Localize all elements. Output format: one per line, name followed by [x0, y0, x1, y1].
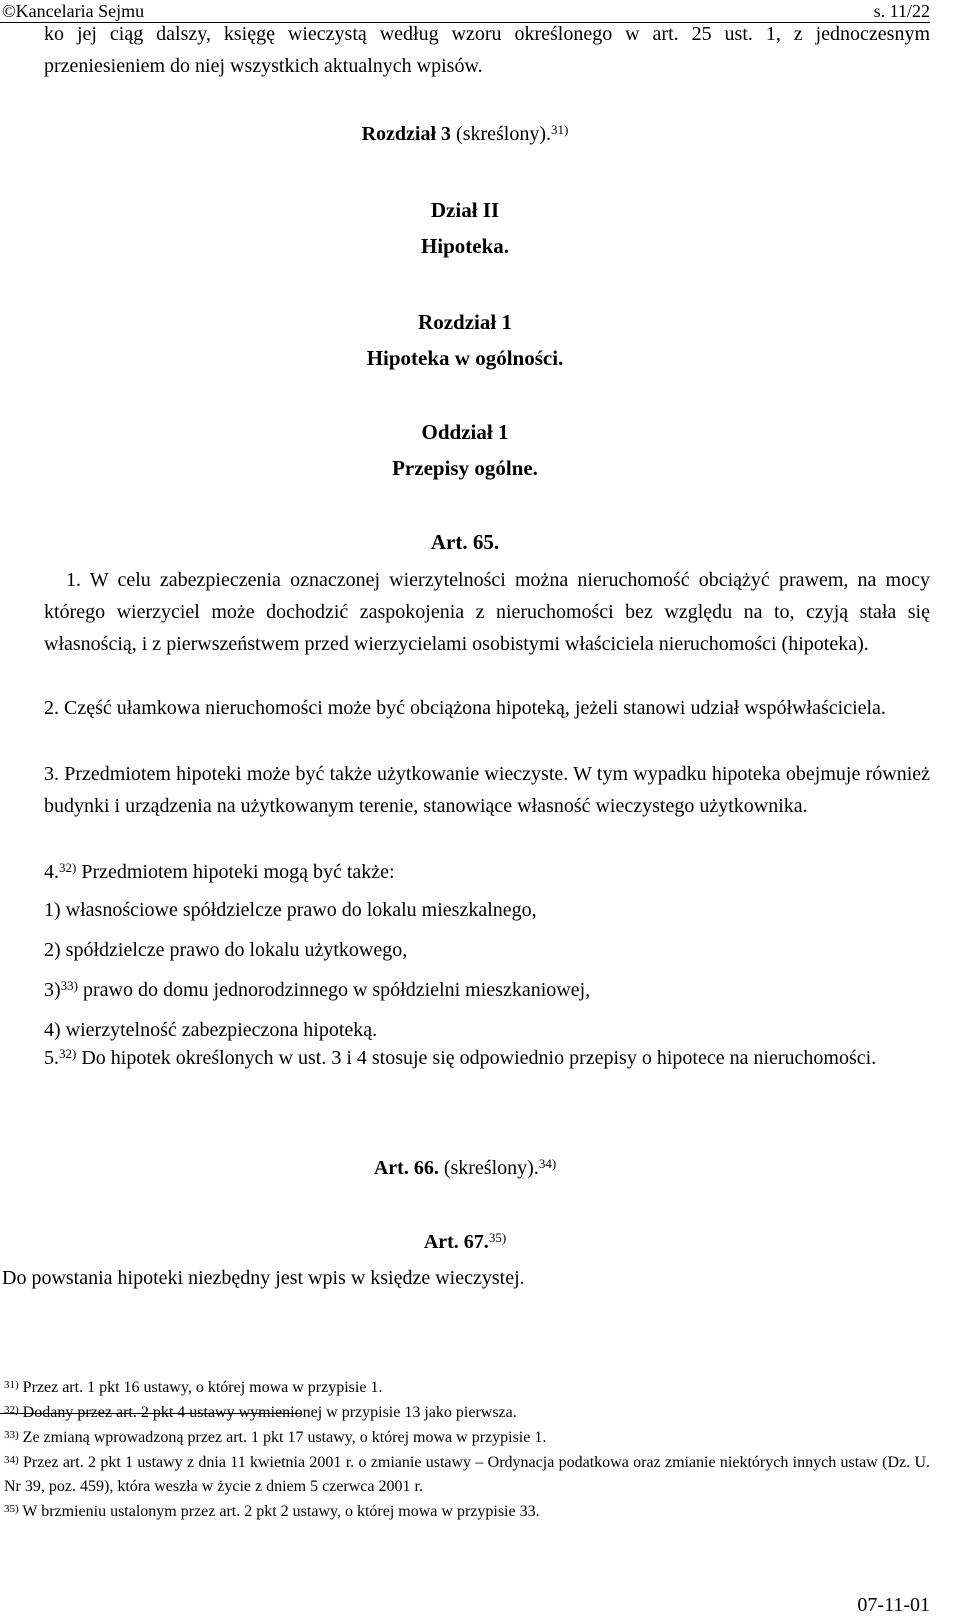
footnote-32 — [4, 1401, 930, 1425]
list-item-text: własnościowe spółdzielcze prawo do lokalu mieszkalnego, — [60, 899, 537, 921]
oddzial-heading: Oddział 1 — [421, 420, 509, 444]
rozdzial-3-heading — [0, 118, 930, 150]
list-item-text: prawo do domu jednorodzinnego w spółdzielni mieszkaniowej, — [78, 979, 591, 1001]
paragraph-number: 5. — [44, 1047, 59, 1069]
art-67-title: Art. 67. — [423, 1231, 489, 1253]
art-67-heading — [0, 1226, 930, 1258]
list-item-label: 3) — [44, 979, 61, 1001]
footnote-number: 33) — [4, 1429, 19, 1441]
paragraph-text: Do hipotek określonych w ust. 3 i 4 stosuje się odpowiednio przepisy o hipotece na nieruchomości. — [76, 1047, 877, 1069]
header-page-number: s. 11/22 — [873, 1, 930, 21]
footnote-33 — [4, 1426, 930, 1450]
art-65-paragraph-4 — [44, 856, 930, 888]
footnote-34 — [4, 1451, 930, 1499]
paragraph-text: Przedmiotem hipoteki mogą być także: — [76, 861, 395, 883]
art-66-title: Art. 66. — [373, 1157, 439, 1179]
footnote-31 — [4, 1376, 930, 1400]
footnote-text: Przez art. 1 pkt 16 ustawy, o której mowa w przypisie 1. — [18, 1379, 383, 1396]
list-item-text: spółdzielcze prawo do lokalu użytkowego, — [60, 939, 408, 961]
footnote-text: W brzmieniu ustalonym przez art. 2 pkt 2 ustawy, o której mowa w przypisie 33. — [18, 1503, 540, 1520]
rozdzial-1-title: Hipoteka w ogólności. — [366, 346, 564, 370]
list-item — [44, 890, 590, 930]
art-65-heading: Art. 65. — [430, 530, 500, 554]
rozdzial-3-title: Rozdział 3 — [361, 123, 452, 145]
rozdzial-1-heading: Rozdział 1 — [418, 310, 512, 334]
list-item — [44, 930, 590, 970]
art-65-list — [44, 890, 590, 1050]
art-65-paragraph-1: 1. W celu zabezpieczenia oznaczonej wierzytelności można nieruchomość obciążyć prawem, na mocy którego wierzyciel może dochodzić zaspokojenia z nieruchomości bez względu na to, czyją stała się własnością, i z pierwszeństwem przed wierzycielami osobistymi właściciela nieruchomości (hipoteka). — [44, 569, 930, 655]
art-66-status: (skreślony). — [438, 1157, 539, 1179]
footnote-text: Dodany przez art. 2 pkt 4 ustawy wymienionej w przypisie 13 jako pierwsza. — [18, 1404, 517, 1421]
list-item-text: wierzytelność zabezpieczona hipoteką. — [60, 1019, 378, 1041]
paragraph-number: 4. — [44, 861, 59, 883]
dzial-heading: Dział II — [430, 198, 500, 222]
dzial-title: Hipoteka. — [420, 234, 510, 258]
footnote-number: 34) — [4, 1454, 19, 1466]
footnote-number: 31) — [4, 1379, 19, 1391]
rozdzial-3-status: (skreślony). — [451, 123, 552, 145]
footnote-ref: 33) — [60, 978, 79, 993]
header-publisher: ©Kancelaria Sejmu — [2, 1, 145, 21]
footnote-text: Przez art. 2 pkt 1 ustawy z dnia 11 kwietnia 2001 r. o zmianie ustawy – Ordynacja podatkowa oraz zmianie niektórych innych ustaw (Dz. U. Nr 39, poz. 459), która weszła w życie z dniem 5 czerwca 2001 r. — [4, 1454, 930, 1495]
footnote-ref: 34) — [538, 1156, 557, 1171]
document-date-code: 07-11-01 — [857, 1594, 930, 1616]
list-item-label: 1) — [44, 899, 61, 921]
list-item — [44, 970, 590, 1010]
art-66-heading — [0, 1152, 930, 1184]
art-65-paragraph-2: 2. Część ułamkowa nieruchomości może być obciążona hipoteką, jeżeli stanowi udział współwłaściciela. — [44, 697, 886, 719]
footnote-ref: 35) — [488, 1230, 507, 1245]
list-item-label: 4) — [44, 1019, 61, 1041]
footnote-35 — [4, 1500, 930, 1524]
footnote-ref: 32) — [59, 860, 77, 875]
footnote-text: Ze zmianą wprowadzoną przez art. 1 pkt 17 ustawy, o której mowa w przypisie 1. — [18, 1429, 547, 1446]
art-65-paragraph-5 — [44, 1042, 930, 1074]
art-65-paragraph-3: 3. Przedmiotem hipoteki może być także użytkowanie wieczyste. W tym wypadku hipoteka obejmuje również budynki i urządzenia na użytkowanym terenie, stanowiące własność wieczystego użytkownika. — [44, 763, 930, 817]
footnote-ref: 32) — [59, 1046, 77, 1061]
footnote-ref: 31) — [551, 122, 569, 137]
oddzial-title: Przepisy ogólne. — [392, 456, 538, 480]
footnote-number: 35) — [4, 1503, 19, 1515]
intro-paragraph: ko jej ciąg dalszy, księgę wieczystą według wzoru określonego w art. 25 ust. 1, z jednoczesnym przeniesieniem do niej wszystkich aktualnych wpisów. — [44, 23, 930, 77]
art-67-text: Do powstania hipoteki niezbędny jest wpis w księdze wieczystej. — [2, 1267, 525, 1289]
footnote-number: 32) — [4, 1404, 19, 1416]
list-item-label: 2) — [44, 939, 61, 961]
